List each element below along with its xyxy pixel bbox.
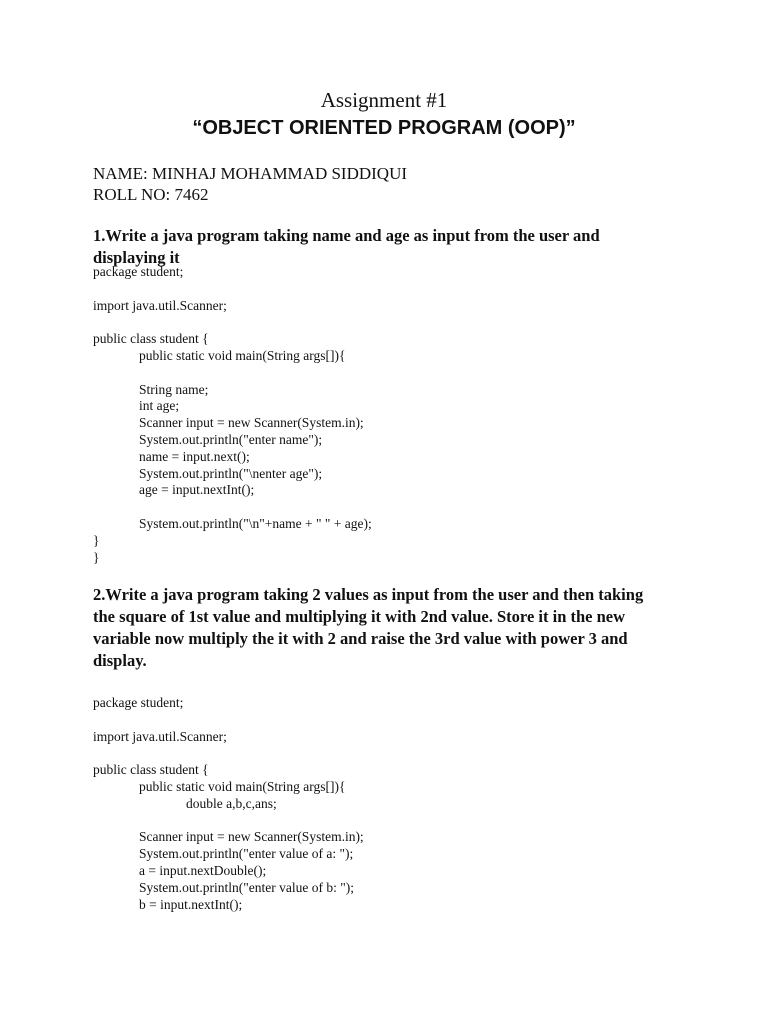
code-line: Scanner input = new Scanner(System.in); — [139, 415, 364, 431]
course-subtitle: “OBJECT ORIENTED PROGRAM (OOP)” — [192, 117, 576, 139]
code-line: System.out.println("\n"+name + " " + age); — [139, 515, 372, 531]
question-2-code — [93, 695, 364, 913]
code-line: a = input.nextDouble(); — [139, 862, 267, 878]
code-line: System.out.println("enter value of b: "); — [139, 879, 354, 895]
code-line: System.out.println("enter name"); — [139, 431, 323, 447]
assignment-title: Assignment #1 — [320, 88, 448, 112]
code-line — [93, 712, 364, 729]
code-line: } — [93, 549, 100, 565]
code-line: String name; — [139, 381, 209, 397]
code-line: int age; — [139, 398, 180, 414]
code-line: name = input.next(); — [139, 448, 250, 464]
code-line: public class student { — [93, 331, 209, 347]
code-line: import java.util.Scanner; — [93, 728, 227, 744]
code-line — [93, 813, 364, 830]
code-line: package student; — [93, 264, 184, 279]
code-line — [93, 745, 364, 762]
code-line: public static void main(String args[]){ — [139, 347, 346, 363]
code-line: public class student { — [93, 762, 209, 778]
question-2-heading: 2.Write a java program taking 2 values as input from the user and then taking the square of 1st value and multiplying it with 2nd value. Store it in the new variable now multiply the it with 2 and raise the 3rd value with power 3 and display. — [93, 585, 644, 670]
code-line — [93, 499, 372, 516]
question-1-code — [93, 264, 372, 566]
code-line: } — [93, 532, 100, 548]
code-line — [93, 365, 372, 382]
question-1-heading: 1.Write a java program taking name and age as input from the user and displaying it — [93, 226, 600, 267]
code-line: import java.util.Scanner; — [93, 297, 227, 313]
student-name: NAME: MINHAJ MOHAMMAD SIDDIQUI — [93, 164, 408, 183]
code-line: package student; — [93, 695, 184, 710]
code-line: System.out.println("enter value of a: "); — [139, 846, 354, 862]
code-line: Scanner input = new Scanner(System.in); — [139, 829, 364, 845]
roll-number: ROLL NO: 7462 — [93, 185, 209, 204]
code-line: b = input.nextInt(); — [139, 896, 243, 912]
code-line: double a,b,c,ans; — [186, 795, 277, 811]
code-line — [93, 314, 372, 331]
code-line: age = input.nextInt(); — [139, 482, 255, 498]
code-line — [93, 281, 372, 298]
code-line: public static void main(String args[]){ — [139, 778, 346, 794]
code-line: System.out.println("\nenter age"); — [139, 465, 323, 481]
